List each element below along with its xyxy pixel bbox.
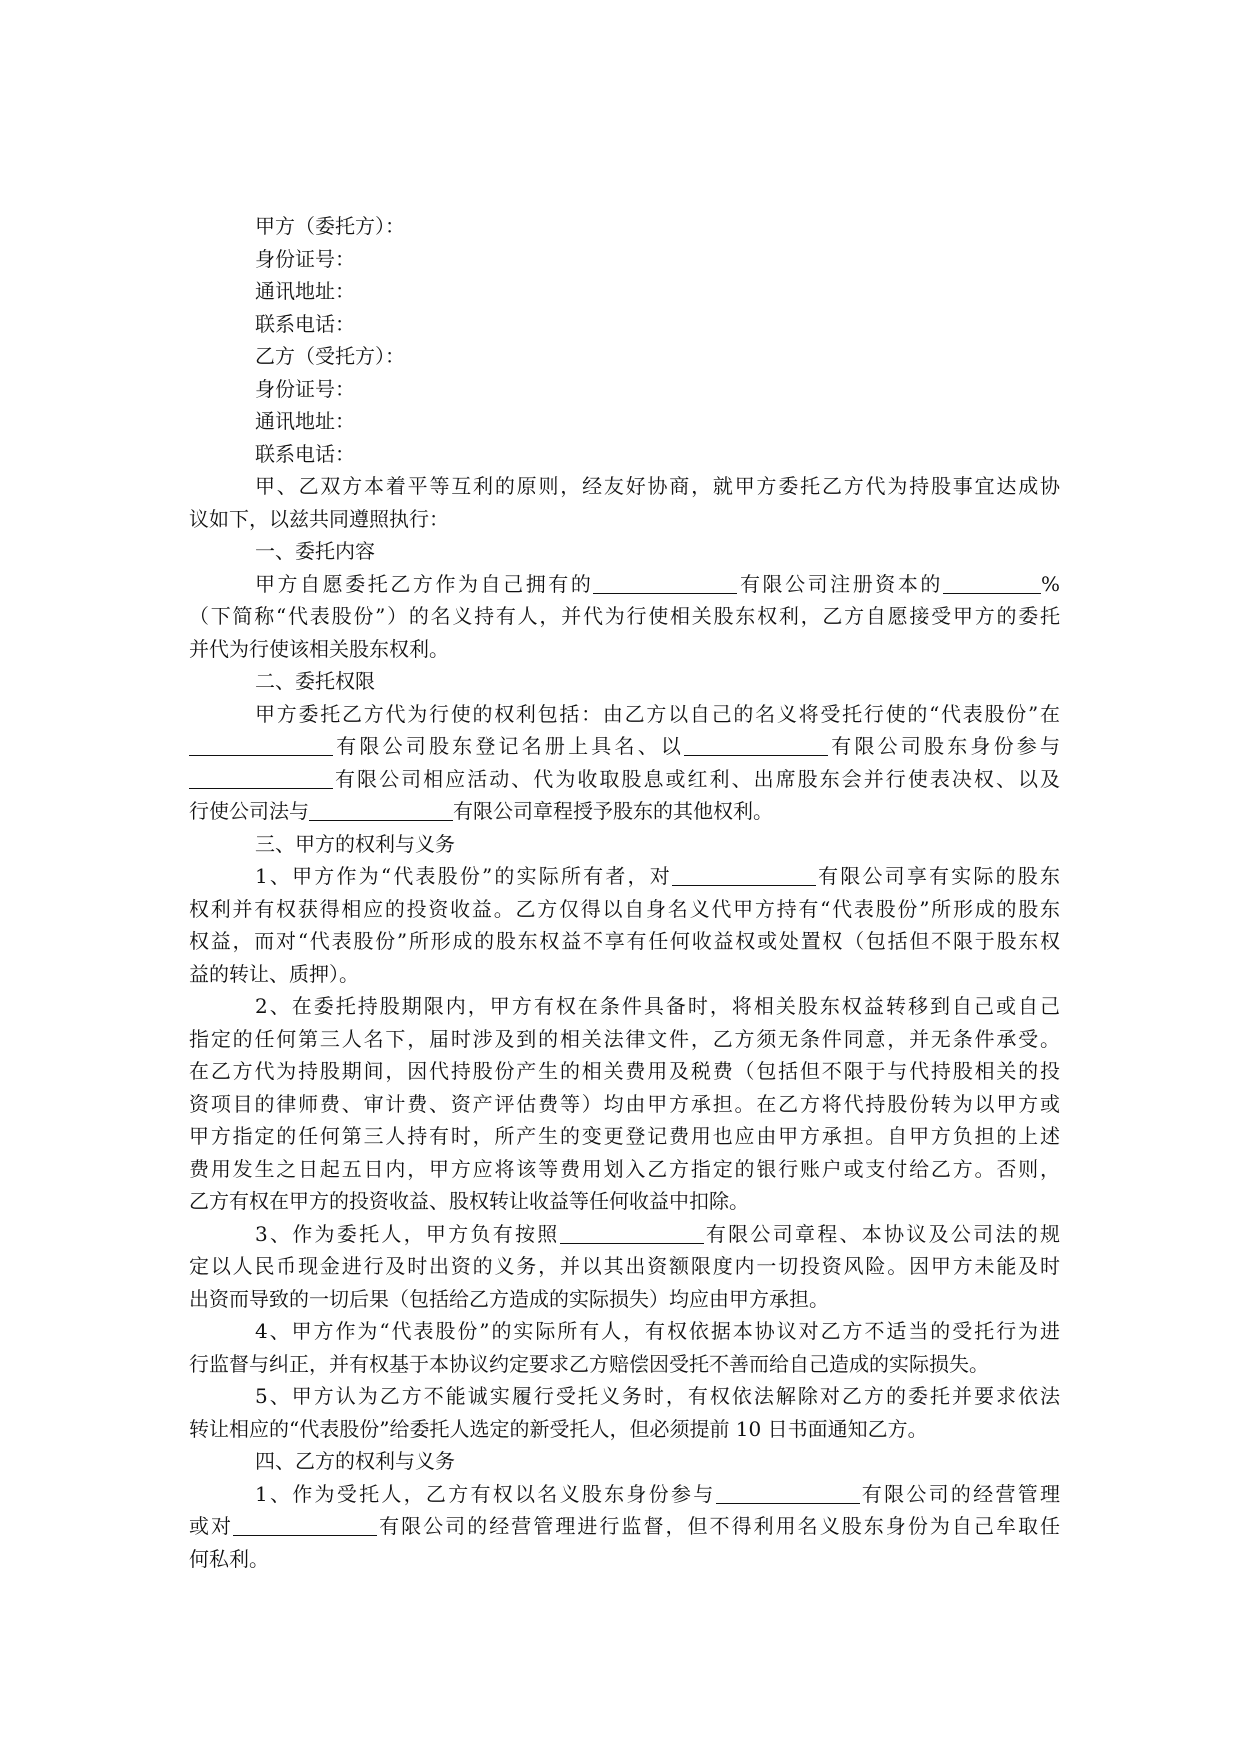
paragraph-line: 5、甲方认为乙方不能诚实履行受托义务时，有权依法解除对乙方的委托并要求依法 [255, 1384, 1060, 1408]
text-segment: 3、作为委托人，甲方负有按照 [255, 1221, 560, 1246]
party-a-address-field: 通讯地址： [255, 279, 355, 303]
text-segment: 1、作为受托人，乙方有权以名义股东身份参与 [255, 1481, 716, 1506]
text-segment: 或对 [189, 1514, 234, 1538]
company-name-blank[interactable] [189, 766, 333, 789]
text-segment: 有限公司的经营管理 [859, 1481, 1060, 1506]
paragraph-line: 权益，而对“代表股份”所形成的股东权益不享有任何收益权或处置权（包括但不限于股东权 [189, 929, 1060, 953]
company-name-blank[interactable] [189, 733, 333, 756]
party-a-phone-field: 联系电话： [255, 311, 355, 336]
text-segment: 行使公司法与 [189, 799, 309, 823]
section-heading: 一、委托内容 [255, 539, 375, 563]
text-segment: 有限公司相应活动、代为收取股息或红利、出席股东会并行使表决权、以及 [333, 766, 1060, 791]
party-b-title: 乙方（受托方）： [255, 344, 405, 368]
party-a-title: 甲方（委托方）： [255, 214, 405, 238]
party-b-phone-field: 联系电话： [255, 441, 355, 466]
paragraph-line: 甲方指定的任何第三人持有时，所产生的变更登记费用也应由甲方承担。自甲方负担的上述 [189, 1124, 1060, 1148]
section-heading: 三、甲方的权利与义务 [255, 831, 455, 856]
party-b-address-field: 通讯地址： [255, 409, 355, 433]
company-name-blank[interactable] [233, 1513, 377, 1536]
paragraph-line: 在乙方代为持股期间，因代持股份产生的相关费用及税费（包括但不限于与代持股相关的投 [189, 1059, 1060, 1083]
paragraph-line [189, 568, 1060, 601]
party-b-id-field: 身份证号： [255, 376, 355, 401]
paragraph-line [189, 1478, 1060, 1511]
text-segment: 1、甲方作为“代表股份”的实际所有者，对 [255, 864, 672, 888]
paragraph-line: 甲方委托乙方代为行使的权利包括：由乙方以自己的名义将受托行使的“代表股份”在 [255, 701, 1060, 726]
paragraph-line: 乙方有权在甲方的投资收益、股权转让收益等任何收益中扣除。 [189, 1189, 749, 1213]
paragraph-line [189, 730, 1060, 763]
paragraph-line: 行监督与纠正，并有权基于本协议约定要求乙方赔偿因受托不善而给自己造成的实际损失。 [189, 1351, 989, 1376]
percentage-blank[interactable] [943, 571, 1041, 594]
text-segment: 有限公司章程、本协议及公司法的规 [703, 1221, 1061, 1246]
paragraph-line [189, 860, 1060, 893]
company-name-blank[interactable] [560, 1221, 704, 1244]
paragraph-line [189, 795, 1060, 828]
text-segment: 甲方自愿委托乙方作为自己拥有的 [255, 571, 594, 596]
intro-line: 甲、乙双方本着平等互利的原则，经友好协商，就甲方委托乙方代为持股事宜达成协 [255, 474, 1060, 498]
paragraph-line: 资项目的律师费、审计费、资产评估费等）均由甲方承担。在乙方将代持股份转为以甲方或 [189, 1091, 1060, 1116]
paragraph-line [189, 763, 1060, 796]
paragraph-line: 益的转让、质押）。 [189, 961, 359, 986]
text-segment: 有限公司章程授予股东的其他权利。 [453, 799, 773, 823]
company-name-blank[interactable] [684, 733, 828, 756]
contract-page [189, 210, 1060, 1575]
paragraph-line: 4、甲方作为“代表股份”的实际所有人，有权依据本协议对乙方不适当的受托行为进 [255, 1319, 1060, 1343]
section-heading: 四、乙方的权利与义务 [255, 1449, 455, 1473]
paragraph-line: 定以人民币现金进行及时出资的义务，并以其出资额限度内一切投资风险。因甲方未能及时 [189, 1254, 1060, 1278]
party-a-id-field: 身份证号： [255, 246, 355, 271]
company-name-blank[interactable] [309, 798, 453, 821]
paragraph-line: 何私利。 [189, 1546, 269, 1571]
company-name-blank[interactable] [672, 863, 816, 886]
paragraph-line [189, 1218, 1060, 1251]
paragraph-line: （下简称“代表股份”）的名义持有人，并代为行使相关股东权利，乙方自愿接受甲方的委托 [189, 604, 1060, 628]
paragraph-line: 转让相应的“代表股份”给委托人选定的新受托人，但必须提前 10 日书面通知乙方。 [189, 1416, 928, 1441]
paragraph-line: 费用发生之日起五日内，甲方应将该等费用划入乙方指定的银行账户或支付给乙方。否则， [189, 1156, 1060, 1181]
intro-line: 议如下，以兹共同遵照执行： [189, 506, 449, 531]
company-name-blank[interactable] [716, 1481, 860, 1504]
paragraph-line: 指定的任何第三人名下，届时涉及到的相关法律文件，乙方须无条件同意，并无条件承受。 [189, 1026, 1060, 1051]
paragraph-line: 2、在委托持股期限内，甲方有权在条件具备时，将相关股东权益转移到自己或自己 [255, 994, 1060, 1018]
section-heading: 二、委托权限 [255, 669, 375, 693]
text-segment: 有限公司享有实际的股东 [815, 864, 1060, 888]
text-segment: 有限公司股东身份参与 [828, 734, 1061, 758]
company-name-blank[interactable] [593, 571, 737, 594]
text-segment: % [1040, 571, 1060, 596]
text-segment: 有限公司注册资本的 [737, 571, 943, 596]
text-segment: 有限公司股东登记名册上具名、以 [333, 734, 685, 758]
paragraph-line [189, 1510, 1060, 1543]
text-segment: 有限公司的经营管理进行监督，但不得利用名义股东身份为自己牟取任 [377, 1514, 1061, 1538]
paragraph-line: 出资而导致的一切后果（包括给乙方造成的实际损失）均应由甲方承担。 [189, 1286, 829, 1311]
paragraph-line: 权利并有权获得相应的投资收益。乙方仅得以自身名义代甲方持有“代表股份”所形成的股东 [189, 896, 1060, 921]
paragraph-line: 并代为行使该相关股东权利。 [189, 636, 449, 661]
